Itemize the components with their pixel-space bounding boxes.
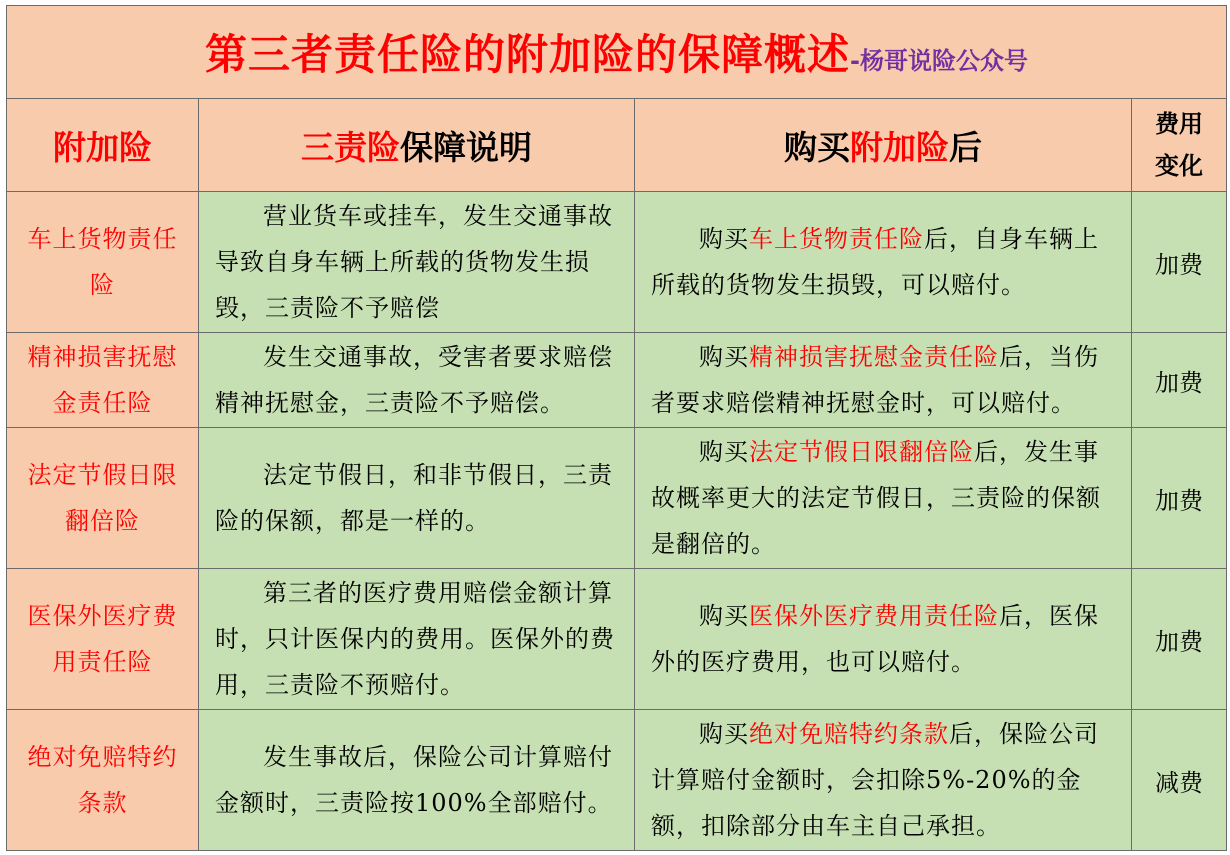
coverage-explain: 发生事故后，保险公司计算赔付金额时，三责险按100%全部赔付。	[199, 710, 635, 851]
addon-name: 精神损害抚慰金责任险	[7, 333, 199, 428]
table-row	[7, 428, 1227, 569]
table-row	[7, 569, 1227, 710]
cost-change: 加费	[1132, 428, 1227, 569]
addon-name: 医保外医疗费用责任险	[7, 569, 199, 710]
cost-change: 加费	[1132, 192, 1227, 333]
addon-name: 法定节假日限翻倍险	[7, 428, 199, 569]
header-cost-change: 费用 变化	[1132, 99, 1227, 192]
cost-change: 加费	[1132, 569, 1227, 710]
title-row	[7, 6, 1227, 99]
table-row	[7, 710, 1227, 851]
table-row	[7, 333, 1227, 428]
coverage-explain: 发生交通事故，受害者要求赔偿精神抚慰金，三责险不予赔偿。	[199, 333, 635, 428]
page-subtitle: -杨哥说险公众号	[850, 47, 1029, 75]
header-row	[7, 99, 1227, 192]
title-cell	[7, 6, 1227, 99]
insurance-summary-sheet	[6, 5, 1226, 850]
header-after-purchase: 购买附加险后	[635, 99, 1132, 192]
after-purchase: 购买医保外医疗费用责任险后，医保外的医疗费用，也可以赔付。	[635, 569, 1132, 710]
coverage-explain: 第三者的医疗费用赔偿金额计算时，只计医保内的费用。医保外的费用，三责险不预赔付。	[199, 569, 635, 710]
cost-change: 加费	[1132, 333, 1227, 428]
addon-name: 绝对免赔特约条款	[7, 710, 199, 851]
after-purchase: 购买绝对免赔特约条款后，保险公司计算赔付金额时，会扣除5%-20%的金额，扣除部分由车主自己承担。	[635, 710, 1132, 851]
after-purchase: 购买精神损害抚慰金责任险后，当伤者要求赔偿精神抚慰金时，可以赔付。	[635, 333, 1132, 428]
after-purchase: 购买法定节假日限翻倍险后，发生事故概率更大的法定节假日，三责险的保额是翻倍的。	[635, 428, 1132, 569]
table-row	[7, 192, 1227, 333]
summary-table	[6, 5, 1227, 851]
header-addon: 附加险	[7, 99, 199, 192]
header-coverage: 三责险保障说明	[199, 99, 635, 192]
after-purchase: 购买车上货物责任险后，自身车辆上所载的货物发生损毁，可以赔付。	[635, 192, 1132, 333]
cost-change: 减费	[1132, 710, 1227, 851]
page-title: 第三者责任险的附加险的保障概述	[205, 30, 851, 79]
coverage-explain: 法定节假日，和非节假日，三责险的保额，都是一样的。	[199, 428, 635, 569]
addon-name: 车上货物责任险	[7, 192, 199, 333]
coverage-explain: 营业货车或挂车，发生交通事故导致自身车辆上所载的货物发生损毁，三责险不予赔偿	[199, 192, 635, 333]
